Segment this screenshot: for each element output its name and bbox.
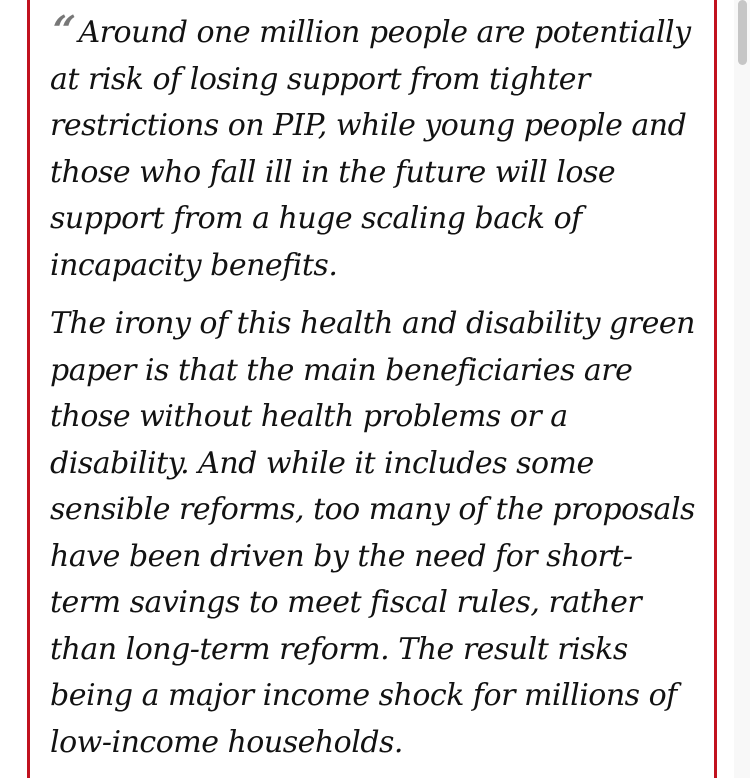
vertical-scrollbar[interactable] bbox=[734, 0, 750, 778]
quote-paragraph-1-text: Around one million people are potentially at risk of losing support from tighter restrictions on PIP, while young people and those who fall ill in the future will lose support from a huge scaling back of incapacity benefits. bbox=[50, 15, 691, 283]
pull-quote-text bbox=[43, 7, 700, 778]
quote-paragraph-1 bbox=[43, 7, 700, 289]
quote-paragraph-2: The irony of this health and disability green paper is that the main beneficiaries are those without health problems or a disability. And while it includes some sensible reforms, too many of the proposals have been driven by the need for short-term savings to meet fiscal rules, rather than long-term reform. The result risks being a major income shock for millions of low-income households. bbox=[50, 306, 695, 760]
pull-quote-box bbox=[27, 0, 717, 778]
scrollbar-thumb[interactable] bbox=[738, 0, 747, 65]
quote-mark-icon: “ bbox=[43, 7, 79, 54]
